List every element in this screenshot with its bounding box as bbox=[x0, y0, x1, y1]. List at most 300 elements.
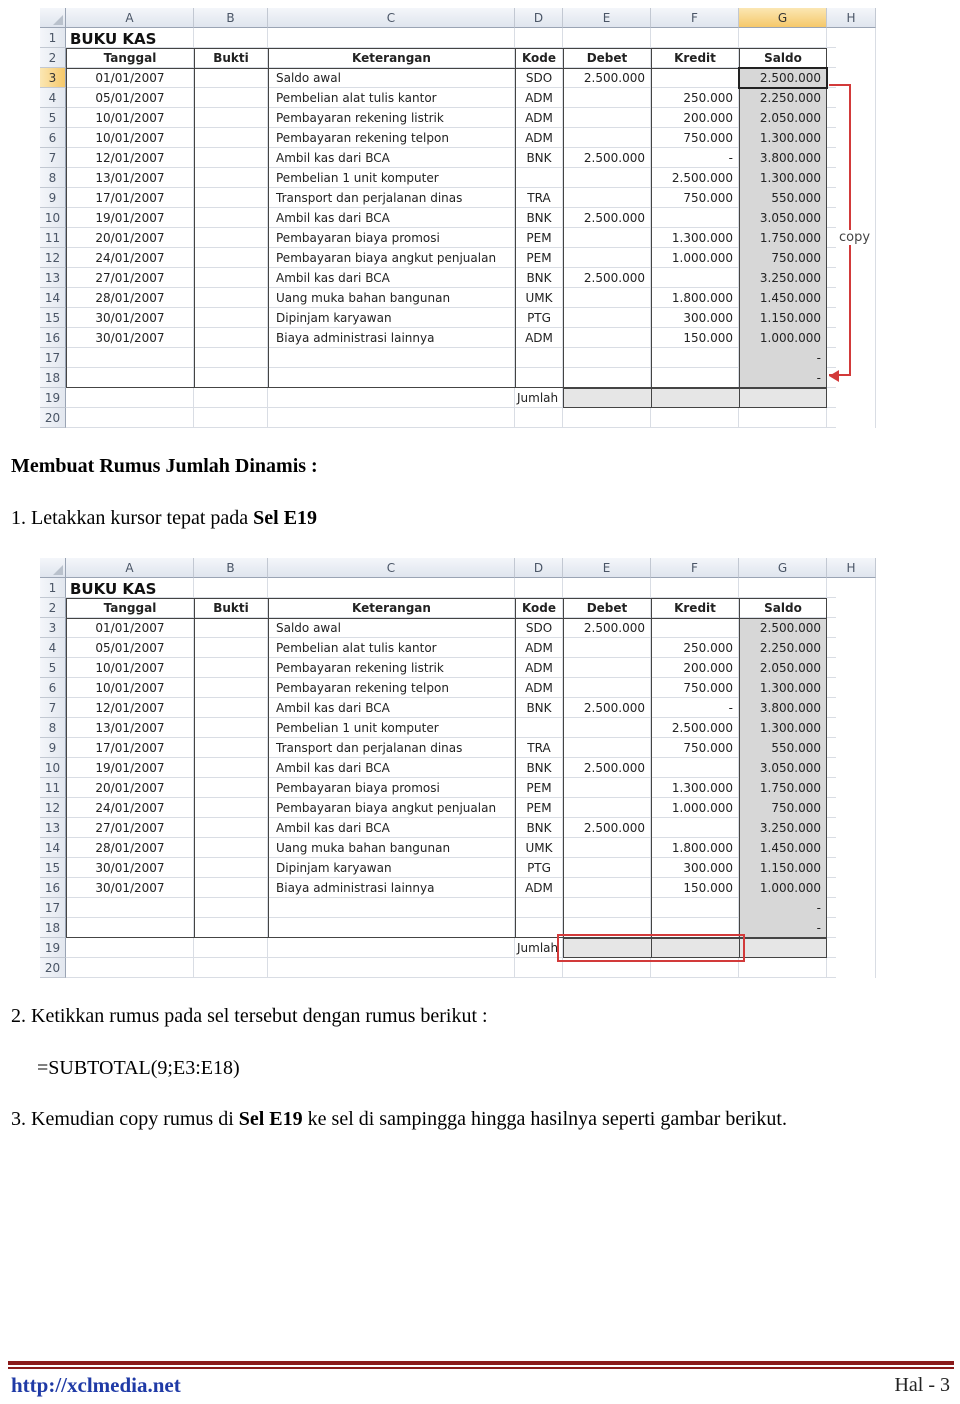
cell-keterangan[interactable]: Pembayaran biaya promosi bbox=[276, 781, 440, 795]
cell-kredit[interactable]: 750.000 bbox=[683, 131, 733, 145]
cell-bukti[interactable] bbox=[194, 68, 268, 88]
cell-kode[interactable]: BNK bbox=[526, 701, 552, 715]
row-header-20[interactable]: 20 bbox=[40, 408, 66, 428]
row-header-7[interactable]: 7 bbox=[40, 698, 66, 718]
cell-debet[interactable] bbox=[563, 128, 651, 148]
cell-tanggal[interactable]: 24/01/2007 bbox=[95, 251, 165, 265]
column-header-f[interactable]: F bbox=[651, 558, 739, 578]
row-header-13[interactable]: 13 bbox=[40, 818, 66, 838]
row-header-15[interactable]: 15 bbox=[40, 858, 66, 878]
row-header-3[interactable]: 3 bbox=[40, 618, 66, 638]
column-header-a[interactable]: A bbox=[66, 558, 194, 578]
row-header-5[interactable]: 5 bbox=[40, 108, 66, 128]
cell-saldo[interactable]: - bbox=[816, 901, 821, 915]
cell-keterangan[interactable]: Pembayaran rekening listrik bbox=[276, 111, 444, 125]
cell-kode[interactable]: PTG bbox=[527, 861, 551, 875]
row-header-1[interactable]: 1 bbox=[40, 28, 66, 48]
row-header-17[interactable]: 17 bbox=[40, 898, 66, 918]
cell-tanggal[interactable]: 30/01/2007 bbox=[95, 861, 165, 875]
row-header-15[interactable]: 15 bbox=[40, 308, 66, 328]
cell-saldo[interactable]: 750.000 bbox=[771, 251, 821, 265]
cell-debet[interactable] bbox=[563, 368, 651, 388]
row-header-5[interactable]: 5 bbox=[40, 658, 66, 678]
cell-debet[interactable]: 2.500.000 bbox=[583, 211, 645, 225]
cell-saldo[interactable]: 3.800.000 bbox=[759, 701, 821, 715]
cell-kredit[interactable]: 750.000 bbox=[683, 741, 733, 755]
row-header-9[interactable]: 9 bbox=[40, 188, 66, 208]
cell-tanggal[interactable]: 05/01/2007 bbox=[95, 641, 165, 655]
cell-bukti[interactable] bbox=[194, 838, 268, 858]
cell-saldo[interactable]: 1.150.000 bbox=[759, 861, 821, 875]
cell-kode[interactable] bbox=[515, 368, 563, 388]
cell-kredit[interactable]: 1.800.000 bbox=[671, 841, 733, 855]
cell-debet[interactable] bbox=[563, 288, 651, 308]
cell-kode[interactable]: UMK bbox=[525, 841, 553, 855]
cell-saldo[interactable]: 2.050.000 bbox=[759, 661, 821, 675]
cell-kode[interactable] bbox=[515, 348, 563, 368]
cell-keterangan[interactable] bbox=[268, 348, 515, 368]
cell-bukti[interactable] bbox=[194, 798, 268, 818]
cell-tanggal[interactable]: 30/01/2007 bbox=[95, 331, 165, 345]
cell-tanggal[interactable] bbox=[66, 918, 194, 938]
column-header-f[interactable]: F bbox=[651, 8, 739, 28]
cell-kredit[interactable]: 750.000 bbox=[683, 681, 733, 695]
sheet-title[interactable]: BUKU KAS bbox=[70, 30, 157, 48]
cell-kredit[interactable]: 300.000 bbox=[683, 311, 733, 325]
cell-bukti[interactable] bbox=[194, 618, 268, 638]
cell-saldo[interactable]: 1.450.000 bbox=[759, 841, 821, 855]
cell-tanggal[interactable]: 19/01/2007 bbox=[95, 211, 165, 225]
cell-debet[interactable] bbox=[563, 858, 651, 878]
column-header-e[interactable]: E bbox=[563, 558, 651, 578]
cell-bukti[interactable] bbox=[194, 778, 268, 798]
cell-bukti[interactable] bbox=[194, 898, 268, 918]
cell-kredit[interactable]: 1.300.000 bbox=[671, 781, 733, 795]
cell-kredit[interactable]: 150.000 bbox=[683, 331, 733, 345]
cell-kode[interactable]: SDO bbox=[525, 71, 553, 85]
cell-saldo[interactable]: 1.300.000 bbox=[759, 681, 821, 695]
cell-debet[interactable] bbox=[563, 228, 651, 248]
cell-tanggal[interactable]: 17/01/2007 bbox=[95, 741, 165, 755]
active-cell-g3[interactable] bbox=[738, 67, 828, 89]
cell-saldo[interactable]: 3.050.000 bbox=[759, 761, 821, 775]
cell-bukti[interactable] bbox=[194, 718, 268, 738]
cell-keterangan[interactable] bbox=[268, 898, 515, 918]
cell-bukti[interactable] bbox=[194, 638, 268, 658]
cell-tanggal[interactable]: 13/01/2007 bbox=[95, 171, 165, 185]
column-header-c[interactable]: C bbox=[268, 8, 515, 28]
cell-kredit[interactable] bbox=[651, 368, 739, 388]
cell-bukti[interactable] bbox=[194, 128, 268, 148]
row-header-10[interactable]: 10 bbox=[40, 758, 66, 778]
cell-bukti[interactable] bbox=[194, 658, 268, 678]
cell-bukti[interactable] bbox=[194, 368, 268, 388]
cell-tanggal[interactable]: 10/01/2007 bbox=[95, 661, 165, 675]
row-header-16[interactable]: 16 bbox=[40, 878, 66, 898]
cell-kredit[interactable] bbox=[651, 898, 739, 918]
row-header-11[interactable]: 11 bbox=[40, 778, 66, 798]
row-header-8[interactable]: 8 bbox=[40, 718, 66, 738]
cell-keterangan[interactable]: Pembelian 1 unit komputer bbox=[276, 171, 439, 185]
cell-kode[interactable]: PEM bbox=[526, 251, 552, 265]
cell-kode[interactable]: TRA bbox=[527, 741, 551, 755]
row-header-20[interactable]: 20 bbox=[40, 958, 66, 978]
cell-debet[interactable] bbox=[563, 108, 651, 128]
cell-kode[interactable]: UMK bbox=[525, 291, 553, 305]
cell-kredit[interactable] bbox=[651, 268, 739, 288]
cell-saldo[interactable]: 1.750.000 bbox=[759, 781, 821, 795]
cell-keterangan[interactable]: Dipinjam karyawan bbox=[276, 311, 392, 325]
cell-kode[interactable]: PEM bbox=[526, 231, 552, 245]
cell-tanggal[interactable] bbox=[66, 898, 194, 918]
cell-kredit[interactable]: 1.000.000 bbox=[671, 251, 733, 265]
cell-saldo[interactable]: 3.800.000 bbox=[759, 151, 821, 165]
row-header-19[interactable]: 19 bbox=[40, 938, 66, 958]
cell-tanggal[interactable]: 10/01/2007 bbox=[95, 131, 165, 145]
cell-kode[interactable]: BNK bbox=[526, 821, 552, 835]
cell-kredit[interactable]: 250.000 bbox=[683, 641, 733, 655]
cell-kode[interactable]: ADM bbox=[525, 681, 553, 695]
cell-kode[interactable]: BNK bbox=[526, 271, 552, 285]
cell-saldo[interactable]: 3.250.000 bbox=[759, 271, 821, 285]
cell-keterangan[interactable]: Pembelian alat tulis kantor bbox=[276, 91, 437, 105]
cell-keterangan[interactable]: Pembayaran rekening telpon bbox=[276, 131, 449, 145]
cell-bukti[interactable] bbox=[194, 348, 268, 368]
cell-bukti[interactable] bbox=[194, 168, 268, 188]
column-header-h[interactable]: H bbox=[827, 8, 876, 28]
header-kredit[interactable]: Kredit bbox=[674, 51, 716, 65]
cell-kode[interactable]: PEM bbox=[526, 801, 552, 815]
row-header-3[interactable]: 3 bbox=[40, 68, 66, 88]
cell-debet[interactable]: 2.500.000 bbox=[583, 701, 645, 715]
cell-tanggal[interactable]: 28/01/2007 bbox=[95, 291, 165, 305]
cell-tanggal[interactable]: 24/01/2007 bbox=[95, 801, 165, 815]
cell-tanggal[interactable]: 27/01/2007 bbox=[95, 271, 165, 285]
cell-bukti[interactable] bbox=[194, 758, 268, 778]
cell-kredit[interactable]: 300.000 bbox=[683, 861, 733, 875]
cell-debet[interactable] bbox=[563, 88, 651, 108]
column-header-c[interactable]: C bbox=[268, 558, 515, 578]
cell-saldo[interactable]: - bbox=[816, 351, 821, 365]
cell-keterangan[interactable]: Ambil kas dari BCA bbox=[276, 701, 390, 715]
cell-kredit[interactable]: 1.000.000 bbox=[671, 801, 733, 815]
cell-tanggal[interactable]: 01/01/2007 bbox=[95, 621, 165, 635]
cell-keterangan[interactable]: Biaya administrasi lainnya bbox=[276, 331, 435, 345]
cell-saldo[interactable]: - bbox=[816, 921, 821, 935]
select-all-corner[interactable] bbox=[40, 8, 66, 28]
cell-keterangan[interactable]: Ambil kas dari BCA bbox=[276, 211, 390, 225]
cell-kredit[interactable] bbox=[651, 818, 739, 838]
cell-keterangan[interactable]: Pembayaran rekening telpon bbox=[276, 681, 449, 695]
row-header-4[interactable]: 4 bbox=[40, 88, 66, 108]
cell-tanggal[interactable]: 05/01/2007 bbox=[95, 91, 165, 105]
row-header-2[interactable]: 2 bbox=[40, 598, 66, 618]
column-header-g[interactable]: G bbox=[739, 8, 827, 28]
row-header-12[interactable]: 12 bbox=[40, 798, 66, 818]
cell-keterangan[interactable]: Saldo awal bbox=[276, 71, 341, 85]
cell-saldo[interactable]: 550.000 bbox=[771, 741, 821, 755]
cell-kredit[interactable]: 1.300.000 bbox=[671, 231, 733, 245]
cell-debet[interactable]: 2.500.000 bbox=[583, 151, 645, 165]
cell-debet[interactable] bbox=[563, 168, 651, 188]
cell-tanggal[interactable] bbox=[66, 368, 194, 388]
cell-bukti[interactable] bbox=[194, 308, 268, 328]
cell-debet[interactable] bbox=[563, 678, 651, 698]
cell-kode[interactable]: ADM bbox=[525, 111, 553, 125]
cell-bukti[interactable] bbox=[194, 108, 268, 128]
row-header-14[interactable]: 14 bbox=[40, 288, 66, 308]
cell-saldo[interactable]: - bbox=[816, 371, 821, 385]
row-header-9[interactable]: 9 bbox=[40, 738, 66, 758]
column-header-h[interactable]: H bbox=[827, 558, 876, 578]
column-header-e[interactable]: E bbox=[563, 8, 651, 28]
row-header-16[interactable]: 16 bbox=[40, 328, 66, 348]
cell-saldo[interactable]: 1.000.000 bbox=[759, 331, 821, 345]
cell-saldo[interactable]: 1.450.000 bbox=[759, 291, 821, 305]
cell-keterangan[interactable]: Pembelian alat tulis kantor bbox=[276, 641, 437, 655]
cell-kode[interactable]: ADM bbox=[525, 131, 553, 145]
cell-kode[interactable]: BNK bbox=[526, 151, 552, 165]
cell-debet[interactable]: 2.500.000 bbox=[583, 71, 645, 85]
row-header-12[interactable]: 12 bbox=[40, 248, 66, 268]
cell-debet[interactable] bbox=[563, 718, 651, 738]
cell-tanggal[interactable]: 19/01/2007 bbox=[95, 761, 165, 775]
cell-kode[interactable]: ADM bbox=[525, 661, 553, 675]
row-header-2[interactable]: 2 bbox=[40, 48, 66, 68]
cell-saldo[interactable]: 2.050.000 bbox=[759, 111, 821, 125]
cell-keterangan[interactable]: Dipinjam karyawan bbox=[276, 861, 392, 875]
cell-kode[interactable] bbox=[515, 168, 563, 188]
cell-keterangan[interactable]: Pembayaran biaya promosi bbox=[276, 231, 440, 245]
jumlah-label[interactable]: Jumlah bbox=[517, 391, 559, 405]
row-header-6[interactable]: 6 bbox=[40, 128, 66, 148]
row-header-18[interactable]: 18 bbox=[40, 368, 66, 388]
cell-debet[interactable]: 2.500.000 bbox=[583, 271, 645, 285]
cell-debet[interactable] bbox=[563, 328, 651, 348]
cell-saldo[interactable]: 2.250.000 bbox=[759, 641, 821, 655]
cell-bukti[interactable] bbox=[194, 228, 268, 248]
cell-bukti[interactable] bbox=[194, 328, 268, 348]
column-header-a[interactable]: A bbox=[66, 8, 194, 28]
sheet-title[interactable]: BUKU KAS bbox=[70, 580, 157, 598]
cell-saldo[interactable]: 1.300.000 bbox=[759, 131, 821, 145]
cell-kredit[interactable]: 2.500.000 bbox=[671, 171, 733, 185]
row-header-10[interactable]: 10 bbox=[40, 208, 66, 228]
cell-tanggal[interactable]: 28/01/2007 bbox=[95, 841, 165, 855]
header-debet[interactable]: Debet bbox=[586, 601, 628, 615]
cell-bukti[interactable] bbox=[194, 678, 268, 698]
cell-tanggal[interactable]: 01/01/2007 bbox=[95, 71, 165, 85]
cell-keterangan[interactable]: Pembayaran biaya angkut penjualan bbox=[276, 801, 497, 815]
cell-bukti[interactable] bbox=[194, 918, 268, 938]
cell-tanggal[interactable]: 13/01/2007 bbox=[95, 721, 165, 735]
cell-keterangan[interactable]: Ambil kas dari BCA bbox=[276, 821, 390, 835]
cell-debet[interactable] bbox=[563, 348, 651, 368]
cell-bukti[interactable] bbox=[194, 188, 268, 208]
cell-debet[interactable] bbox=[563, 738, 651, 758]
header-tanggal[interactable]: Tanggal bbox=[103, 51, 157, 65]
cell-keterangan[interactable]: Ambil kas dari BCA bbox=[276, 151, 390, 165]
cell-tanggal[interactable]: 30/01/2007 bbox=[95, 311, 165, 325]
cell-tanggal[interactable]: 17/01/2007 bbox=[95, 191, 165, 205]
cell-debet[interactable] bbox=[563, 878, 651, 898]
cell-bukti[interactable] bbox=[194, 858, 268, 878]
cell-kredit[interactable]: - bbox=[728, 151, 733, 165]
cell-tanggal[interactable]: 27/01/2007 bbox=[95, 821, 165, 835]
cell-bukti[interactable] bbox=[194, 248, 268, 268]
cell-kredit[interactable]: 750.000 bbox=[683, 191, 733, 205]
cell-kode[interactable]: PTG bbox=[527, 311, 551, 325]
cell-keterangan[interactable]: Transport dan perjalanan dinas bbox=[276, 741, 463, 755]
cell-saldo[interactable]: 1.750.000 bbox=[759, 231, 821, 245]
cell-bukti[interactable] bbox=[194, 738, 268, 758]
cell-saldo[interactable]: 3.250.000 bbox=[759, 821, 821, 835]
column-header-d[interactable]: D bbox=[515, 558, 563, 578]
cell-bukti[interactable] bbox=[194, 148, 268, 168]
cell-keterangan[interactable]: Pembelian 1 unit komputer bbox=[276, 721, 439, 735]
cell-kredit[interactable]: 200.000 bbox=[683, 661, 733, 675]
row-header-19[interactable]: 19 bbox=[40, 388, 66, 408]
header-bukti[interactable]: Bukti bbox=[213, 601, 249, 615]
cell-keterangan[interactable]: Ambil kas dari BCA bbox=[276, 271, 390, 285]
cell-debet[interactable] bbox=[563, 658, 651, 678]
header-debet[interactable]: Debet bbox=[586, 51, 628, 65]
header-bukti[interactable]: Bukti bbox=[213, 51, 249, 65]
cell-debet[interactable] bbox=[563, 798, 651, 818]
cell-kredit[interactable]: 1.800.000 bbox=[671, 291, 733, 305]
cell-kredit[interactable]: 250.000 bbox=[683, 91, 733, 105]
cell-bukti[interactable] bbox=[194, 208, 268, 228]
row-header-6[interactable]: 6 bbox=[40, 678, 66, 698]
cell-debet[interactable] bbox=[563, 638, 651, 658]
cell-keterangan[interactable] bbox=[268, 918, 515, 938]
cell-bukti[interactable] bbox=[194, 698, 268, 718]
cell-saldo[interactable]: 750.000 bbox=[771, 801, 821, 815]
select-all-corner[interactable] bbox=[40, 558, 66, 578]
cell-kredit[interactable] bbox=[651, 68, 739, 88]
cell-keterangan[interactable]: Uang muka bahan bangunan bbox=[276, 841, 451, 855]
column-header-d[interactable]: D bbox=[515, 8, 563, 28]
header-kode[interactable]: Kode bbox=[521, 51, 557, 65]
row-header-8[interactable]: 8 bbox=[40, 168, 66, 188]
cell-kredit[interactable]: - bbox=[728, 701, 733, 715]
cell-kode[interactable]: BNK bbox=[526, 761, 552, 775]
cell-tanggal[interactable]: 12/01/2007 bbox=[95, 151, 165, 165]
cell-keterangan[interactable]: Transport dan perjalanan dinas bbox=[276, 191, 463, 205]
cell-kode[interactable]: ADM bbox=[525, 641, 553, 655]
cell-tanggal[interactable]: 10/01/2007 bbox=[95, 111, 165, 125]
cell-debet[interactable] bbox=[563, 248, 651, 268]
header-keterangan[interactable]: Keterangan bbox=[352, 601, 431, 615]
header-saldo[interactable]: Saldo bbox=[764, 601, 802, 615]
cell-kode[interactable] bbox=[515, 898, 563, 918]
cell-debet[interactable] bbox=[563, 838, 651, 858]
row-header-14[interactable]: 14 bbox=[40, 838, 66, 858]
cell-debet[interactable] bbox=[563, 308, 651, 328]
cell-kredit[interactable] bbox=[651, 618, 739, 638]
cell-kode[interactable]: ADM bbox=[525, 331, 553, 345]
cell-debet[interactable] bbox=[563, 898, 651, 918]
header-saldo[interactable]: Saldo bbox=[764, 51, 802, 65]
column-header-g[interactable]: G bbox=[739, 558, 827, 578]
cell-kredit[interactable]: 200.000 bbox=[683, 111, 733, 125]
cell-kode[interactable]: ADM bbox=[525, 881, 553, 895]
cell-debet[interactable]: 2.500.000 bbox=[583, 621, 645, 635]
cell-tanggal[interactable]: 10/01/2007 bbox=[95, 681, 165, 695]
cell-kredit[interactable] bbox=[651, 348, 739, 368]
cell-kode[interactable]: BNK bbox=[526, 211, 552, 225]
cell-bukti[interactable] bbox=[194, 288, 268, 308]
row-header-7[interactable]: 7 bbox=[40, 148, 66, 168]
row-header-4[interactable]: 4 bbox=[40, 638, 66, 658]
jumlah-label[interactable]: Jumlah bbox=[517, 941, 559, 955]
header-kredit[interactable]: Kredit bbox=[674, 601, 716, 615]
column-header-b[interactable]: B bbox=[194, 558, 268, 578]
cell-bukti[interactable] bbox=[194, 818, 268, 838]
row-header-17[interactable]: 17 bbox=[40, 348, 66, 368]
cell-bukti[interactable] bbox=[194, 268, 268, 288]
column-header-b[interactable]: B bbox=[194, 8, 268, 28]
cell-kode[interactable]: ADM bbox=[525, 91, 553, 105]
cell-saldo[interactable]: 1.300.000 bbox=[759, 171, 821, 185]
cell-tanggal[interactable]: 20/01/2007 bbox=[95, 781, 165, 795]
header-keterangan[interactable]: Keterangan bbox=[352, 51, 431, 65]
row-header-11[interactable]: 11 bbox=[40, 228, 66, 248]
header-tanggal[interactable]: Tanggal bbox=[103, 601, 157, 615]
cell-keterangan[interactable]: Biaya administrasi lainnya bbox=[276, 881, 435, 895]
cell-saldo[interactable]: 2.250.000 bbox=[759, 91, 821, 105]
cell-saldo[interactable]: 2.500.000 bbox=[759, 71, 821, 85]
cell-saldo[interactable]: 1.300.000 bbox=[759, 721, 821, 735]
cell-keterangan[interactable]: Pembayaran biaya angkut penjualan bbox=[276, 251, 497, 265]
cell-debet[interactable]: 2.500.000 bbox=[583, 821, 645, 835]
cell-tanggal[interactable] bbox=[66, 348, 194, 368]
cell-kredit[interactable]: 2.500.000 bbox=[671, 721, 733, 735]
cell-keterangan[interactable]: Saldo awal bbox=[276, 621, 341, 635]
footer-link[interactable]: http://xclmedia.net bbox=[11, 1373, 181, 1397]
cell-kode[interactable] bbox=[515, 718, 563, 738]
row-header-1[interactable]: 1 bbox=[40, 578, 66, 598]
cell-saldo[interactable]: 1.150.000 bbox=[759, 311, 821, 325]
cell-keterangan[interactable] bbox=[268, 368, 515, 388]
cell-keterangan[interactable]: Uang muka bahan bangunan bbox=[276, 291, 451, 305]
cell-saldo[interactable]: 2.500.000 bbox=[759, 621, 821, 635]
row-header-13[interactable]: 13 bbox=[40, 268, 66, 288]
cell-bukti[interactable] bbox=[194, 88, 268, 108]
cell-keterangan[interactable]: Ambil kas dari BCA bbox=[276, 761, 390, 775]
cell-kode[interactable]: TRA bbox=[527, 191, 551, 205]
cell-keterangan[interactable]: Pembayaran rekening listrik bbox=[276, 661, 444, 675]
cell-tanggal[interactable]: 30/01/2007 bbox=[95, 881, 165, 895]
cell-saldo[interactable]: 1.000.000 bbox=[759, 881, 821, 895]
row-header-18[interactable]: 18 bbox=[40, 918, 66, 938]
cell-bukti[interactable] bbox=[194, 878, 268, 898]
cell-tanggal[interactable]: 12/01/2007 bbox=[95, 701, 165, 715]
cell-tanggal[interactable]: 20/01/2007 bbox=[95, 231, 165, 245]
cell-debet[interactable] bbox=[563, 778, 651, 798]
cell-kredit[interactable] bbox=[651, 758, 739, 778]
cell-debet[interactable] bbox=[563, 188, 651, 208]
cell-kredit[interactable] bbox=[651, 208, 739, 228]
cell-debet[interactable]: 2.500.000 bbox=[583, 761, 645, 775]
cell-kode[interactable]: PEM bbox=[526, 781, 552, 795]
header-kode[interactable]: Kode bbox=[521, 601, 557, 615]
cell-kredit[interactable]: 150.000 bbox=[683, 881, 733, 895]
cell-kode[interactable] bbox=[515, 918, 563, 938]
cell-kode[interactable]: SDO bbox=[525, 621, 553, 635]
cell-saldo[interactable]: 550.000 bbox=[771, 191, 821, 205]
cell-saldo[interactable]: 3.050.000 bbox=[759, 211, 821, 225]
